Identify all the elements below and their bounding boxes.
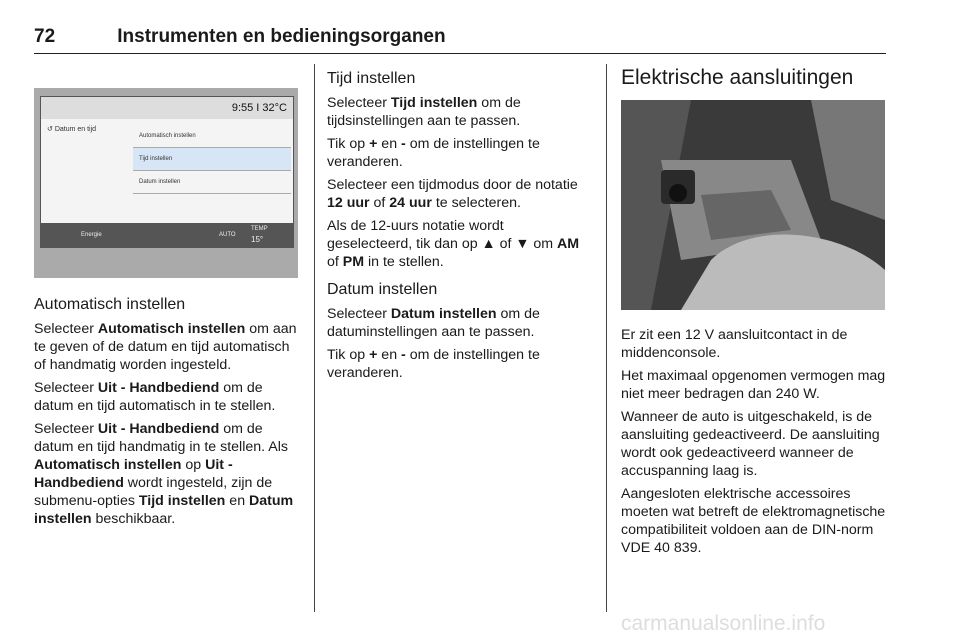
energy-label: Energie	[81, 232, 102, 238]
paragraph: Wanneer de auto is uitgeschakeld, is de aansluiting gedeactiveerd. De aansluiting wordt ook gedeactiveerd wanneer de accuspanning laag is.	[621, 409, 880, 479]
paragraph: Selecteer Uit - Handbediend om de datum en tijd handmatig in te stellen. Als Automatisch instellen op Uit - Handbediend wordt ingesteld, zijn de submenu-opties Tijd instellen en Datum instellen beschikbaar.	[34, 421, 294, 527]
paragraph: Selecteer een tijdmodus door de notatie 12 uur of 24 uur te selecteren.	[327, 177, 578, 211]
heading-elektrische-aansluitingen: Elektrische aansluitingen	[621, 66, 854, 89]
column-3	[621, 326, 887, 562]
column-divider-1	[314, 64, 315, 612]
paragraph: Selecteer Automatisch instellen om aan te geven of de datum en tijd automatisch of handmatig worden ingesteld.	[34, 321, 297, 373]
heading-tijd-instellen: Tijd instellen	[327, 70, 416, 87]
infotainment-screen-image	[34, 88, 298, 278]
column-2	[327, 70, 591, 387]
screen-top-bar	[41, 97, 293, 119]
temp-label: TEMP	[251, 226, 268, 232]
screen-clock: 9:55 I 32°C	[231, 102, 287, 114]
heading-datum-instellen: Datum instellen	[327, 281, 438, 298]
screen-menu-item: Tijd instellen	[133, 148, 291, 171]
power-outlet-photo	[621, 100, 885, 310]
paragraph: Tik op + en - om de instellingen te veranderen.	[327, 347, 540, 381]
watermark: carmanualsonline.info	[621, 612, 826, 635]
paragraph: Selecteer Datum instellen om de datuminstellingen aan te passen.	[327, 306, 540, 340]
back-label: ↺ Datum en tijd	[47, 126, 97, 133]
screen-bottom-bar	[41, 223, 293, 247]
screen-panel	[40, 96, 294, 248]
header-rule	[34, 53, 886, 54]
paragraph: Er zit een 12 V aansluitcontact in de middenconsole.	[621, 327, 848, 361]
screen-menu	[133, 125, 291, 194]
page-title: Instrumenten en bedieningsorganen	[117, 26, 446, 47]
screen-menu-item: Automatisch instellen	[133, 125, 291, 148]
page-number: 72	[34, 26, 56, 47]
paragraph: Tik op + en - om de instellingen te veranderen.	[327, 136, 540, 170]
paragraph: Selecteer Uit - Handbediend om de datum en tijd automatisch in te stellen.	[34, 380, 276, 414]
heading-automatisch-instellen: Automatisch instellen	[34, 296, 186, 313]
temp-value: 15°	[251, 235, 264, 244]
column-1	[34, 296, 300, 533]
page-header	[34, 26, 446, 48]
screen-menu-item: Datum instellen	[133, 171, 291, 194]
paragraph: Selecteer Tijd instellen om de tijdsinstellingen aan te passen.	[327, 95, 521, 129]
console-photo-illustration	[621, 100, 885, 310]
auto-label: AUTO	[219, 232, 236, 238]
paragraph: Als de 12-uurs notatie wordt geselecteerd, tik dan op ▲ of ▼ om AM of PM in te stellen.	[327, 218, 580, 270]
column-divider-2	[606, 64, 607, 612]
paragraph: Het maximaal opgenomen vermogen mag niet meer bedragen dan 240 W.	[621, 368, 886, 402]
paragraph: Aangesloten elektrische accessoires moeten wat betreft de elektromagnetische compatibiliteit voldoen aan de DIN-norm VDE 40 839.	[621, 486, 886, 556]
